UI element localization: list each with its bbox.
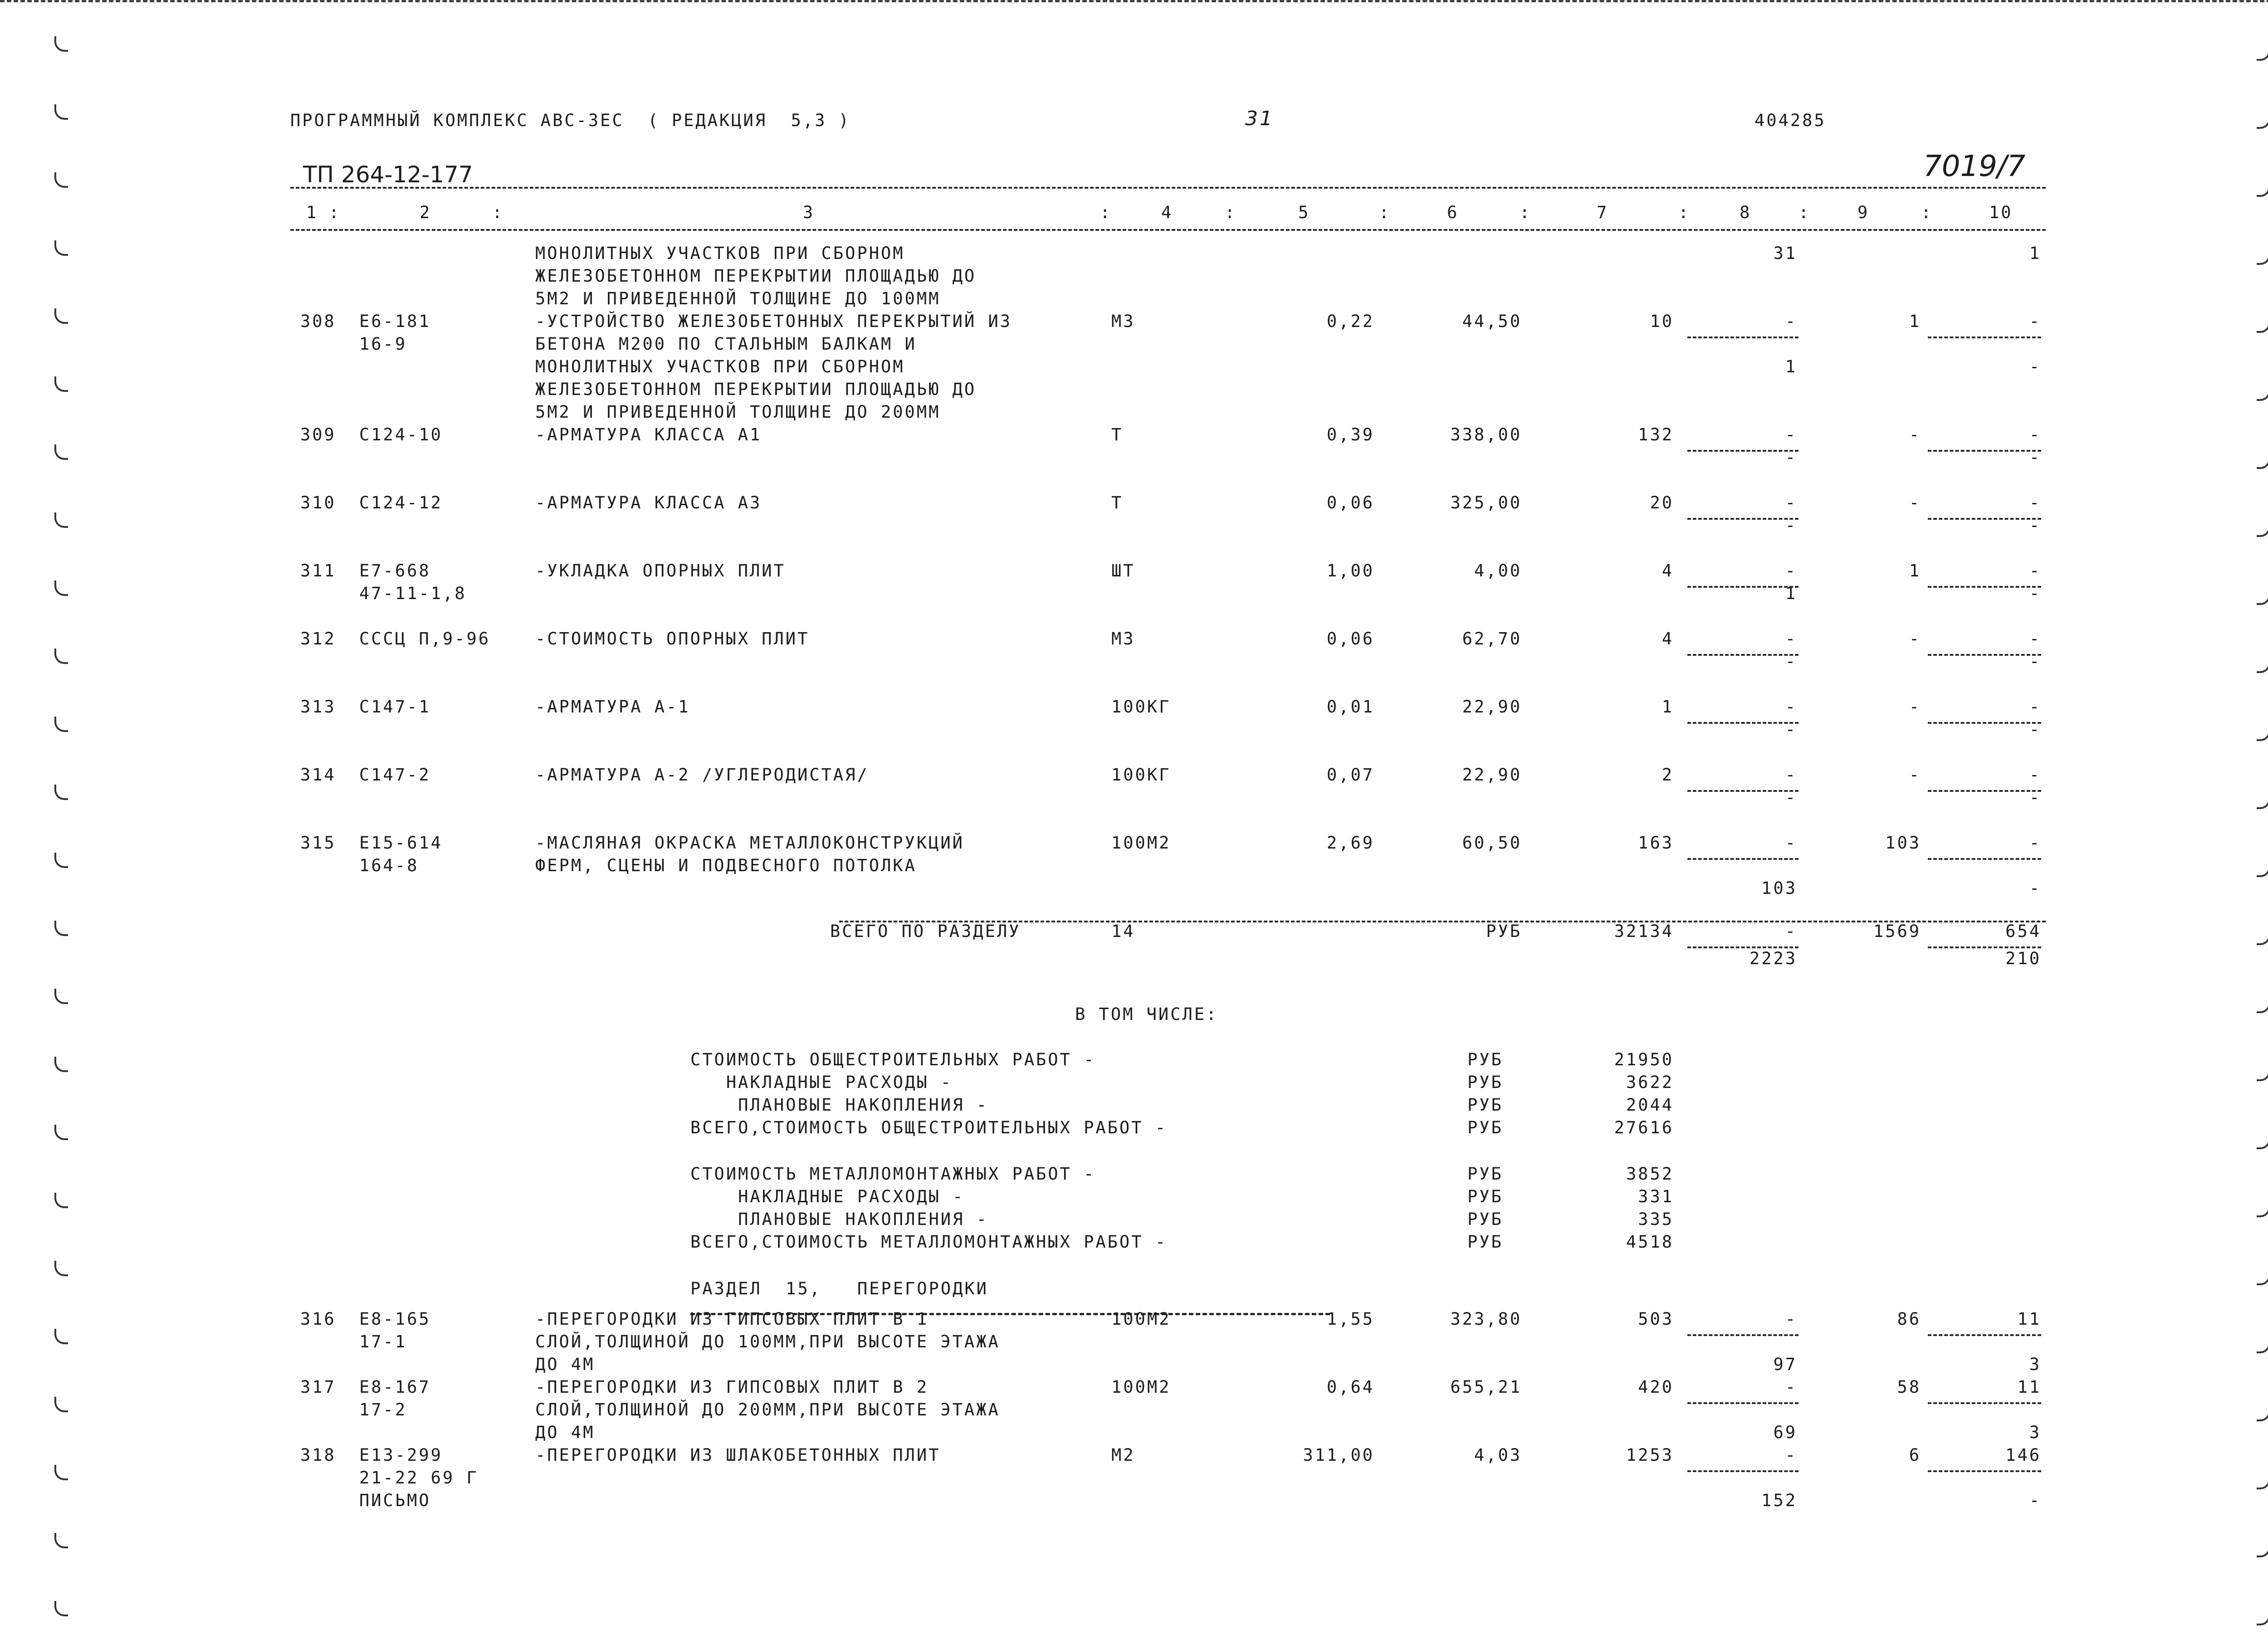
perforation-hole xyxy=(54,36,68,52)
table-cell-col3: -УКЛАДКА ОПОРНЫХ ПЛИТ xyxy=(535,561,786,580)
table-cell-col4: 100КГ xyxy=(1111,697,1171,717)
table-cell-col10: 146 xyxy=(2005,1445,2041,1465)
column-header-8: 8 xyxy=(1740,203,1752,222)
breakdown-unit: РУБ xyxy=(1467,1095,1503,1115)
table-cell-col1: 313 xyxy=(300,697,336,717)
table-cell-col10: - xyxy=(2029,629,2041,649)
table-cell-col9: - xyxy=(1909,765,1921,785)
perforation-hole xyxy=(2257,1610,2268,1625)
perforation-hole xyxy=(54,512,68,528)
table-cell-col8: - xyxy=(1785,448,1797,467)
col8-subrule xyxy=(1687,586,1799,588)
table-cell-col2: 164-8 xyxy=(359,856,419,875)
table-cell-col6: 4,03 xyxy=(1474,1445,1522,1465)
table-cell-col9: 1 xyxy=(1909,561,1921,580)
perforation-hole xyxy=(54,308,68,324)
col8-subrule xyxy=(1687,654,1799,656)
breakdown-label: ВСЕГО,СТОИМОСТЬ ОБЩЕСТРОИТЕЛЬНЫХ РАБОТ - xyxy=(690,1118,1168,1137)
col10-subrule xyxy=(1928,518,2041,520)
column-separator: : xyxy=(1225,203,1237,222)
table-cell-col8: - xyxy=(1785,561,1797,580)
table-cell-col6: 44,50 xyxy=(1462,312,1522,331)
table-cell-col5: 0,06 xyxy=(1326,629,1374,649)
col10-subrule xyxy=(1928,858,2041,860)
table-cell-col6: 655,21 xyxy=(1450,1377,1522,1397)
table-cell-col9: 86 xyxy=(1897,1309,1921,1329)
breakdown-value: 2044 xyxy=(1626,1095,1674,1115)
section-15-title: РАЗДЕЛ 15, ПЕРЕГОРОДКИ xyxy=(690,1279,988,1298)
column-header-9: 9 xyxy=(1857,203,1870,222)
table-cell-col2: 17-2 xyxy=(359,1400,407,1419)
table-cell-col2: С124-10 xyxy=(359,425,443,444)
table-cell-col10: 3 xyxy=(2029,1355,2041,1374)
table-cell-col1: 310 xyxy=(300,493,336,512)
table-cell-col8: - xyxy=(1785,425,1797,444)
column-header-1: 1 xyxy=(306,203,318,222)
table-cell-col9: 1 xyxy=(1909,312,1921,331)
table-cell-col4: Т xyxy=(1111,493,1124,512)
table-cell-col7: 132 xyxy=(1638,425,1674,444)
table-cell-col5: 0,01 xyxy=(1326,697,1374,717)
table-cell-col1: 309 xyxy=(300,425,336,444)
perforation-hole xyxy=(54,444,68,460)
table-cell-col8: - xyxy=(1785,516,1797,535)
perforation-hole xyxy=(2257,930,2268,945)
column-separator: : xyxy=(1520,203,1532,222)
col8-subrule xyxy=(1687,518,1799,520)
col10-subrule xyxy=(1928,790,2041,792)
table-cell-col5: 0,06 xyxy=(1326,493,1374,512)
table-cell-col1: 312 xyxy=(300,629,336,649)
table-cell-col10: - xyxy=(2029,516,2041,535)
table-cell-col9: 6 xyxy=(1909,1445,1921,1465)
breakdown-label: НАКЛАДНЫЕ РАСХОДЫ - xyxy=(690,1187,965,1206)
col8-subrule xyxy=(1687,450,1799,452)
table-cell-col8: - xyxy=(1785,833,1797,853)
table-cell-col10: 11 xyxy=(2017,1309,2041,1329)
perforation-hole xyxy=(54,853,68,868)
table-cell-col2: С124-12 xyxy=(359,493,443,512)
table-cell-col7: 1 xyxy=(1662,697,1674,717)
col10-subrule xyxy=(1928,1402,2041,1404)
sheet-number-handwritten: 7019/7 xyxy=(1923,150,2026,183)
table-cell-col3: -МАСЛЯНАЯ ОКРАСКА МЕТАЛЛОКОНСТРУКЦИЙ xyxy=(535,833,964,853)
breakdown-value: 27616 xyxy=(1614,1118,1674,1137)
perforation-hole xyxy=(2257,1202,2268,1217)
col10-subrule xyxy=(1928,722,2041,724)
table-cell-col2: 47-11-1,8 xyxy=(359,584,467,603)
breakdown-unit: РУБ xyxy=(1467,1164,1503,1184)
table-cell-col4: М3 xyxy=(1111,312,1135,331)
table-cell-col10: 11 xyxy=(2017,1377,2041,1397)
table-cell-col10: - xyxy=(2029,493,2041,512)
perforation-hole xyxy=(54,240,68,256)
table-cell-col3: СЛОЙ,ТОЛЩИНОЙ ДО 100ММ,ПРИ ВЫСОТЕ ЭТАЖА xyxy=(535,1332,1000,1351)
breakdown-label: ПЛАНОВЫЕ НАКОПЛЕНИЯ - xyxy=(690,1210,988,1229)
column-separator: : xyxy=(1799,203,1811,222)
table-cell-col8: 1 xyxy=(1785,357,1797,376)
table-cell-col5: 0,07 xyxy=(1326,765,1374,785)
table-cell-col8: - xyxy=(1785,1309,1797,1329)
column-header-2: 2 xyxy=(420,203,432,222)
table-cell-col3: -УСТРОЙСТВО ЖЕЛЕЗОБЕТОННЫХ ПЕРЕКРЫТИЙ ИЗ xyxy=(535,312,1012,331)
table-cell-col3: 5М2 И ПРИВЕДЕННОЙ ТОЛЩИНЕ ДО 100ММ xyxy=(535,289,941,308)
table-cell-col4: ШТ xyxy=(1111,561,1135,580)
table-cell-col1: 314 xyxy=(300,765,336,785)
table-cell-col8: - xyxy=(1785,1377,1797,1397)
table-cell-col3: -ПЕРЕГОРОДКИ ИЗ ГИПСОВЫХ ПЛИТ В 1 xyxy=(535,1309,929,1329)
total-col10-subrule xyxy=(1928,946,2041,948)
perforation-hole xyxy=(54,1261,68,1276)
perforation-hole xyxy=(2257,113,2268,129)
perforation-hole xyxy=(2257,1134,2268,1149)
table-cell-col10: - xyxy=(2029,1491,2041,1510)
perforation-hole xyxy=(54,785,68,800)
table-cell-col3: -ПЕРЕГОРОДКИ ИЗ ШЛАКОБЕТОННЫХ ПЛИТ xyxy=(535,1445,941,1465)
table-cell-col3: -АРМАТУРА А-1 xyxy=(535,697,690,717)
table-cell-col6: 22,90 xyxy=(1462,765,1522,785)
table-cell-col5: 2,69 xyxy=(1326,833,1374,853)
total-section: 14 xyxy=(1111,922,1135,941)
table-cell-col3: БЕТОНА М200 ПО СТАЛЬНЫМ БАЛКАМ И xyxy=(535,334,917,354)
breakdown-label: СТОИМОСТЬ МЕТАЛЛОМОНТАЖНЫХ РАБОТ - xyxy=(690,1164,1096,1184)
perforation-hole xyxy=(54,1125,68,1140)
table-cell-col3: СЛОЙ,ТОЛЩИНОЙ ДО 200ММ,ПРИ ВЫСОТЕ ЭТАЖА xyxy=(535,1400,1000,1419)
table-cell-col1: 311 xyxy=(300,561,336,580)
table-cell-col5: 0,22 xyxy=(1326,312,1374,331)
perforation-hole xyxy=(54,172,68,188)
perforation-hole xyxy=(2257,1270,2268,1285)
breakdown-unit: РУБ xyxy=(1467,1187,1503,1206)
perforation-hole xyxy=(2257,181,2268,197)
table-cell-col4: М2 xyxy=(1111,1445,1135,1465)
breakdown-value: 3852 xyxy=(1626,1164,1674,1184)
table-cell-col2: Е6-181 xyxy=(359,312,431,331)
table-cell-col5: 1,55 xyxy=(1326,1309,1374,1329)
table-cell-col4: 100КГ xyxy=(1111,765,1171,785)
table-cell-col4: 100М2 xyxy=(1111,1309,1171,1329)
table-cell-col1: 317 xyxy=(300,1377,336,1397)
breakdown-value: 21950 xyxy=(1614,1050,1674,1069)
table-cell-col9: - xyxy=(1909,493,1921,512)
column-separator: : xyxy=(492,203,504,222)
perforation-hole xyxy=(2257,794,2268,809)
perforation-hole xyxy=(2257,726,2268,741)
table-cell-col3: ДО 4М xyxy=(535,1423,595,1442)
tractor-feed-edge xyxy=(0,0,2268,7)
table-cell-col10: - xyxy=(2029,652,2041,671)
perforation-hole xyxy=(54,1329,68,1344)
col10-subrule xyxy=(1928,654,2041,656)
table-cell-col10: 1 xyxy=(2029,244,2041,263)
breakdown-label: ПЛАНОВЫЕ НАКОПЛЕНИЯ - xyxy=(690,1095,988,1115)
total-label: ВСЕГО ПО РАЗДЕЛУ xyxy=(830,922,1021,941)
table-cell-col2: СССЦ П,9-96 xyxy=(359,629,491,649)
table-cell-col6: 338,00 xyxy=(1450,425,1522,444)
col8-subrule xyxy=(1687,858,1799,860)
table-cell-col3: -СТОИМОСТЬ ОПОРНЫХ ПЛИТ xyxy=(535,629,810,649)
table-cell-col5: 0,39 xyxy=(1326,425,1374,444)
table-cell-col10: - xyxy=(2029,425,2041,444)
table-cell-col7: 163 xyxy=(1638,833,1674,853)
perforation-hole xyxy=(54,1601,68,1616)
col10-subrule xyxy=(1928,1470,2041,1472)
table-cell-col2: Е8-165 xyxy=(359,1309,431,1329)
table-cell-col2: Е7-668 xyxy=(359,561,431,580)
table-cell-col3: 5М2 И ПРИВЕДЕННОЙ ТОЛЩИНЕ ДО 200ММ xyxy=(535,402,941,422)
breakdown-value: 335 xyxy=(1638,1210,1674,1229)
table-cell-col6: 22,90 xyxy=(1462,697,1522,717)
perforation-hole xyxy=(2257,658,2268,673)
table-cell-col5: 1,00 xyxy=(1326,561,1374,580)
perforation-hole xyxy=(54,1193,68,1208)
perforation-hole xyxy=(2257,317,2268,333)
table-cell-col10: - xyxy=(2029,833,2041,853)
table-cell-col2: С147-2 xyxy=(359,765,431,785)
table-cell-col5: 311,00 xyxy=(1303,1445,1374,1465)
table-cell-col2: Е13-299 xyxy=(359,1445,443,1465)
table-cell-col8: 31 xyxy=(1773,244,1797,263)
table-cell-col9: 58 xyxy=(1897,1377,1921,1397)
perforation-hole xyxy=(2257,249,2268,265)
breakdown-value: 331 xyxy=(1638,1187,1674,1206)
breakdown-unit: РУБ xyxy=(1467,1050,1503,1069)
table-cell-col5: 0,64 xyxy=(1326,1377,1374,1397)
perforation-hole xyxy=(54,989,68,1004)
perforation-hole xyxy=(54,104,68,120)
table-cell-col9: - xyxy=(1909,629,1921,649)
table-cell-col7: 4 xyxy=(1662,629,1674,649)
breakdown-unit: РУБ xyxy=(1467,1210,1503,1229)
col10-subrule xyxy=(1928,1334,2041,1336)
breakdown-value: 3622 xyxy=(1626,1073,1674,1092)
table-cell-col3: ЖЕЛЕЗОБЕТОННОМ ПЕРЕКРЫТИИ ПЛОЩАДЬЮ ДО xyxy=(535,266,977,286)
column-header-3: 3 xyxy=(803,203,815,222)
column-separator: : xyxy=(1921,203,1933,222)
breakdown-label: ВСЕГО,СТОИМОСТЬ МЕТАЛЛОМОНТАЖНЫХ РАБОТ - xyxy=(690,1232,1168,1252)
table-cell-col8: 152 xyxy=(1761,1491,1797,1510)
column-separator: : xyxy=(1379,203,1391,222)
total-col8: - xyxy=(1785,922,1797,941)
column-header-6: 6 xyxy=(1447,203,1459,222)
table-cell-col10: 3 xyxy=(2029,1423,2041,1442)
table-cell-col8: - xyxy=(1785,765,1797,785)
table-cell-col3: МОНОЛИТНЫХ УЧАСТКОВ ПРИ СБОРНОМ xyxy=(535,244,905,263)
table-cell-col2: Е15-614 xyxy=(359,833,443,853)
column-separator: : xyxy=(1100,203,1112,222)
table-cell-col4: 100М2 xyxy=(1111,833,1171,853)
table-cell-col10: - xyxy=(2029,584,2041,603)
table-cell-col7: 4 xyxy=(1662,561,1674,580)
table-cell-col6: 62,70 xyxy=(1462,629,1522,649)
table-cell-col8: - xyxy=(1785,720,1797,739)
table-cell-col6: 60,50 xyxy=(1462,833,1522,853)
table-cell-col8: - xyxy=(1785,1445,1797,1465)
perforation-hole xyxy=(2257,998,2268,1013)
col8-subrule xyxy=(1687,1470,1799,1472)
column-separator: : xyxy=(1678,203,1691,222)
table-cell-col1: 308 xyxy=(300,312,336,331)
table-cell-col9: - xyxy=(1909,697,1921,717)
col10-subrule xyxy=(1928,337,2041,338)
breakdown-label: СТОИМОСТЬ ОБЩЕСТРОИТЕЛЬНЫХ РАБОТ - xyxy=(690,1050,1096,1069)
table-cell-col8: - xyxy=(1785,788,1797,807)
perforation-hole xyxy=(2257,1066,2268,1081)
table-cell-col8: 69 xyxy=(1773,1423,1797,1442)
total-col7: 32134 xyxy=(1614,922,1674,941)
header-rule-top xyxy=(290,187,2046,189)
col8-subrule xyxy=(1687,790,1799,792)
table-cell-col9: 103 xyxy=(1885,833,1921,853)
table-cell-col4: 100М2 xyxy=(1111,1377,1171,1397)
table-cell-col8: 97 xyxy=(1773,1355,1797,1374)
total-col10-second: 210 xyxy=(2005,949,2041,968)
total-col9: 1569 xyxy=(1873,922,1921,941)
col8-subrule xyxy=(1687,722,1799,724)
perforation-hole xyxy=(54,1465,68,1480)
table-cell-col8: - xyxy=(1785,652,1797,671)
table-cell-col10: - xyxy=(2029,720,2041,739)
table-cell-col3: ЖЕЛЕЗОБЕТОННОМ ПЕРЕКРЫТИИ ПЛОЩАДЬЮ ДО xyxy=(535,380,977,399)
table-cell-col7: 503 xyxy=(1638,1309,1674,1329)
table-cell-col3: -АРМАТУРА А-2 /УГЛЕРОДИСТАЯ/ xyxy=(535,765,869,785)
perforation-hole xyxy=(54,1533,68,1548)
table-cell-col10: - xyxy=(2029,561,2041,580)
perforation-hole xyxy=(54,580,68,596)
perforation-hole xyxy=(2257,45,2268,61)
table-cell-col8: - xyxy=(1785,493,1797,512)
page-number: 31 xyxy=(1245,107,1274,130)
table-cell-col7: 420 xyxy=(1638,1377,1674,1397)
total-col10: 654 xyxy=(2005,922,2041,941)
table-cell-col8: - xyxy=(1785,697,1797,717)
table-cell-col2: ПИСЬМО xyxy=(359,1491,431,1510)
perforation-hole xyxy=(2257,862,2268,877)
table-cell-col4: М3 xyxy=(1111,629,1135,649)
column-header-10: 10 xyxy=(1989,203,2013,222)
perforation-hole xyxy=(2257,1406,2268,1421)
table-cell-col3: -АРМАТУРА КЛАССА А3 xyxy=(535,493,762,512)
table-cell-col1: 316 xyxy=(300,1309,336,1329)
table-cell-col9: - xyxy=(1909,425,1921,444)
table-cell-col8: - xyxy=(1785,629,1797,649)
perforation-hole xyxy=(2257,1474,2268,1489)
table-cell-col3: ФЕРМ, СЦЕНЫ И ПОДВЕСНОГО ПОТОЛКА xyxy=(535,856,917,875)
column-separator: : xyxy=(329,203,341,222)
table-cell-col1: 315 xyxy=(300,833,336,853)
column-header-5: 5 xyxy=(1298,203,1310,222)
perforation-hole xyxy=(54,717,68,732)
table-cell-col3: ДО 4М xyxy=(535,1355,595,1374)
perforation-hole xyxy=(2257,1542,2268,1557)
table-cell-col10: - xyxy=(2029,448,2041,467)
total-unit: РУБ xyxy=(1486,922,1522,941)
perforation-hole xyxy=(54,921,68,936)
total-col8-subrule xyxy=(1687,946,1799,948)
table-cell-col2: 21-22 69 Г xyxy=(359,1468,479,1488)
breakdown-unit: РУБ xyxy=(1467,1118,1503,1137)
col8-subrule xyxy=(1687,1402,1799,1404)
table-cell-col8: - xyxy=(1785,312,1797,331)
perforation-hole xyxy=(2257,522,2268,537)
table-cell-col10: - xyxy=(2029,312,2041,331)
table-cell-col8: 103 xyxy=(1761,878,1797,898)
table-cell-col10: - xyxy=(2029,765,2041,785)
table-cell-col1: 318 xyxy=(300,1445,336,1465)
column-header-4: 4 xyxy=(1161,203,1173,222)
table-cell-col2: С147-1 xyxy=(359,697,431,717)
table-cell-col2: 16-9 xyxy=(359,334,407,354)
breakdown-label: НАКЛАДНЫЕ РАСХОДЫ - xyxy=(690,1073,953,1092)
perforation-hole xyxy=(2257,385,2268,401)
table-cell-col8: 1 xyxy=(1785,584,1797,603)
program-title: ПРОГРАММНЫЙ КОМПЛЕКС АВС-3ЕС ( РЕДАКЦИЯ 5,3 ) xyxy=(290,111,850,130)
table-cell-col3: -ПЕРЕГОРОДКИ ИЗ ГИПСОВЫХ ПЛИТ В 2 xyxy=(535,1377,929,1397)
breakdown-unit: РУБ xyxy=(1467,1073,1503,1092)
perforation-hole xyxy=(54,1397,68,1412)
table-cell-col2: Е8-167 xyxy=(359,1377,431,1397)
document-code: 404285 xyxy=(1755,111,1826,130)
col10-subrule xyxy=(1928,450,2041,452)
table-cell-col2: 17-1 xyxy=(359,1332,407,1351)
table-cell-col6: 4,00 xyxy=(1474,561,1522,580)
col10-subrule xyxy=(1928,586,2041,588)
table-cell-col10: - xyxy=(2029,788,2041,807)
header-rule-bottom xyxy=(290,229,2046,231)
table-cell-col10: - xyxy=(2029,878,2041,898)
col8-subrule xyxy=(1687,337,1799,338)
perforation-hole xyxy=(54,376,68,392)
perforation-hole xyxy=(54,649,68,664)
table-cell-col7: 20 xyxy=(1650,493,1674,512)
table-cell-col10: - xyxy=(2029,697,2041,717)
table-cell-col7: 10 xyxy=(1650,312,1674,331)
including-heading: В ТОМ ЧИСЛЕ: xyxy=(1075,1005,1218,1024)
table-cell-col6: 323,80 xyxy=(1450,1309,1522,1329)
breakdown-value: 4518 xyxy=(1626,1232,1674,1252)
total-col8-second: 2223 xyxy=(1749,949,1797,968)
col8-subrule xyxy=(1687,1334,1799,1336)
table-cell-col10: - xyxy=(2029,357,2041,376)
perforation-hole xyxy=(54,1057,68,1072)
column-header-7: 7 xyxy=(1597,203,1609,222)
breakdown-unit: РУБ xyxy=(1467,1232,1503,1252)
table-cell-col3: -АРМАТУРА КЛАССА А1 xyxy=(535,425,762,444)
project-number-handwritten: ТП 264-12-177 xyxy=(303,161,473,188)
perforation-hole xyxy=(2257,454,2268,469)
table-cell-col4: Т xyxy=(1111,425,1124,444)
table-cell-col7: 2 xyxy=(1662,765,1674,785)
table-cell-col7: 1253 xyxy=(1626,1445,1674,1465)
table-cell-col6: 325,00 xyxy=(1450,493,1522,512)
perforation-hole xyxy=(2257,1338,2268,1353)
table-cell-col3: МОНОЛИТНЫХ УЧАСТКОВ ПРИ СБОРНОМ xyxy=(535,357,905,376)
perforation-hole xyxy=(2257,590,2268,605)
